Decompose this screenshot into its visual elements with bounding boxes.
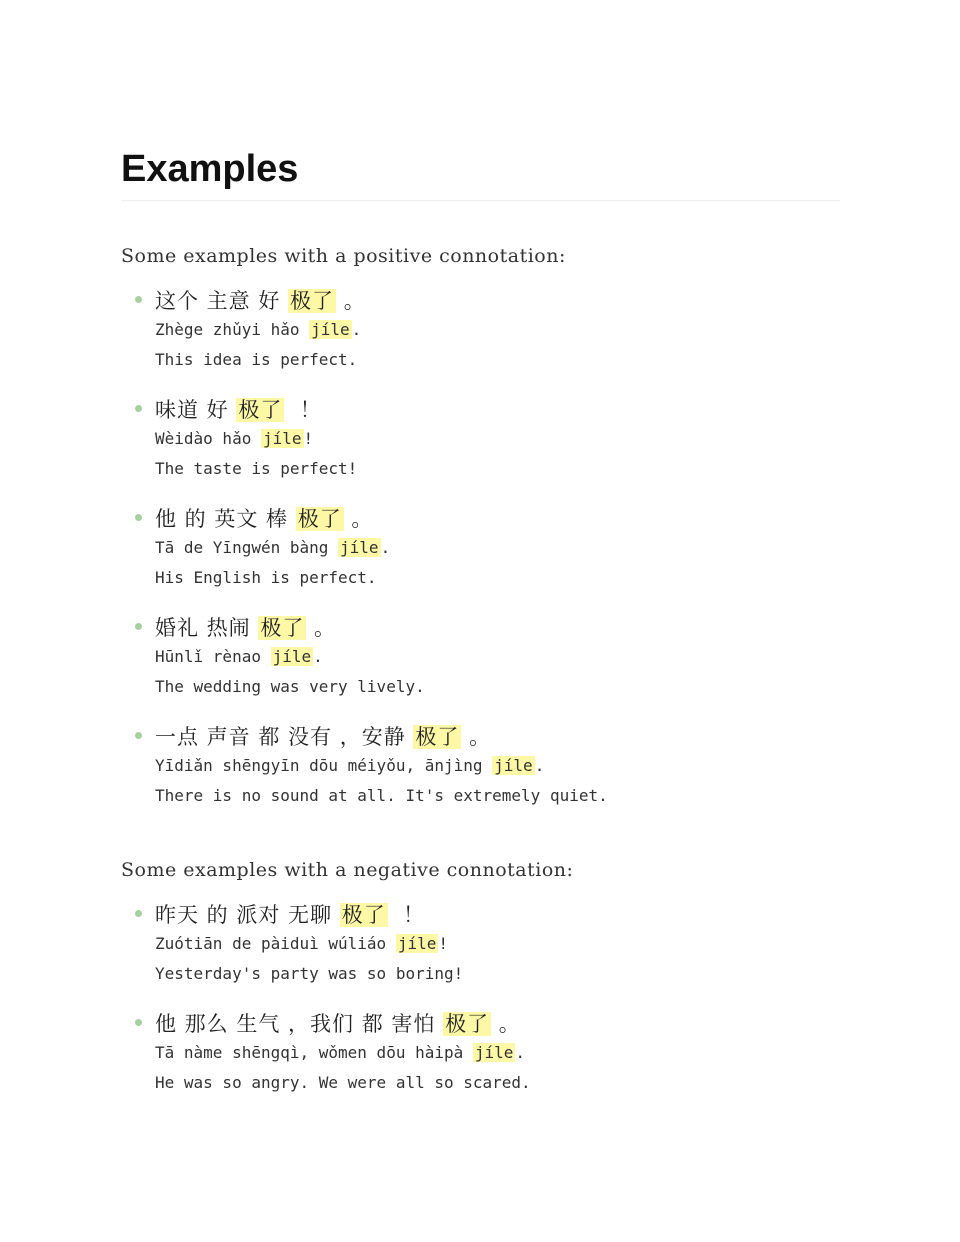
english-line: The wedding was very lively.	[155, 677, 425, 696]
hanzi-line: 一点 声音 都 没有 ，安静 极了 。	[155, 725, 492, 749]
negative-example-list	[121, 901, 840, 1098]
bullet-icon	[135, 623, 142, 630]
example-item	[121, 505, 840, 593]
highlight: 极了	[341, 903, 386, 927]
highlight: jíle	[494, 756, 533, 775]
pinyin-line: Tā nàme shēngqì, wǒmen dōu hàipà jíle .	[155, 1043, 526, 1062]
highlight: 极了	[415, 725, 460, 749]
bullet-icon	[135, 1019, 142, 1026]
pinyin-line: Yīdiǎn shēngyīn dōu méiyǒu, ānjìng jíle .	[155, 756, 545, 775]
example-item	[121, 287, 840, 375]
highlight: 极了	[445, 1012, 490, 1036]
pinyin-line: Zuótiān de pàiduì wúliáo jíle !	[155, 934, 448, 953]
english-line: There is no sound at all. It's extremely quiet.	[155, 786, 608, 805]
english-line: His English is perfect.	[155, 568, 377, 587]
example-item	[121, 614, 840, 702]
example-item	[121, 723, 840, 811]
highlight: 极了	[290, 289, 335, 313]
negative-intro: Some examples with a negative connotation:	[121, 859, 574, 881]
hanzi-line: 婚礼 热闹 极了 。	[155, 616, 337, 640]
hanzi-line: 他 那么 生气 ，我们 都 害怕 极了 。	[155, 1012, 521, 1036]
positive-example-list	[121, 287, 840, 811]
bullet-icon	[135, 296, 142, 303]
bullet-icon	[135, 405, 142, 412]
highlight: jíle	[397, 934, 437, 953]
english-line: The taste is perfect!	[155, 459, 358, 478]
highlight: jíle	[474, 1043, 514, 1062]
bullet-icon	[135, 514, 142, 521]
highlight: 极了	[297, 507, 342, 531]
highlight: 极了	[260, 616, 305, 640]
highlight: jíle	[272, 647, 312, 666]
page-title: Examples	[121, 146, 840, 201]
example-item	[121, 396, 840, 484]
pinyin-line: Wèidào hǎo jíle !	[155, 429, 314, 448]
highlight: jíle	[340, 538, 379, 557]
highlight: jíle	[311, 320, 350, 339]
hanzi-line: 他 的 英文 棒 极了 。	[155, 507, 374, 531]
english-line: Yesterday's party was so boring!	[155, 964, 464, 983]
english-line: This idea is perfect.	[155, 350, 358, 369]
example-item	[121, 901, 840, 989]
hanzi-line: 这个 主意 好 极了 。	[155, 289, 366, 313]
highlight: 极了	[238, 398, 283, 422]
english-line: He was so angry. We were all so scared.	[155, 1073, 531, 1092]
hanzi-line: 味道 好 极了 ！	[155, 398, 322, 422]
hanzi-line: 昨天 的 派对 无聊 极了 ！	[155, 903, 426, 927]
pinyin-line: Hūnlǐ rènao jíle .	[155, 647, 323, 666]
highlight: jíle	[262, 429, 302, 448]
positive-intro: Some examples with a positive connotation:	[121, 245, 566, 267]
pinyin-line: Zhège zhǔyi hǎo jíle .	[155, 320, 362, 339]
bullet-icon	[135, 732, 142, 739]
pinyin-line: Tā de Yīngwén bàng jíle .	[155, 538, 391, 557]
document-page	[121, 146, 840, 1119]
bullet-icon	[135, 910, 142, 917]
example-item	[121, 1010, 840, 1098]
